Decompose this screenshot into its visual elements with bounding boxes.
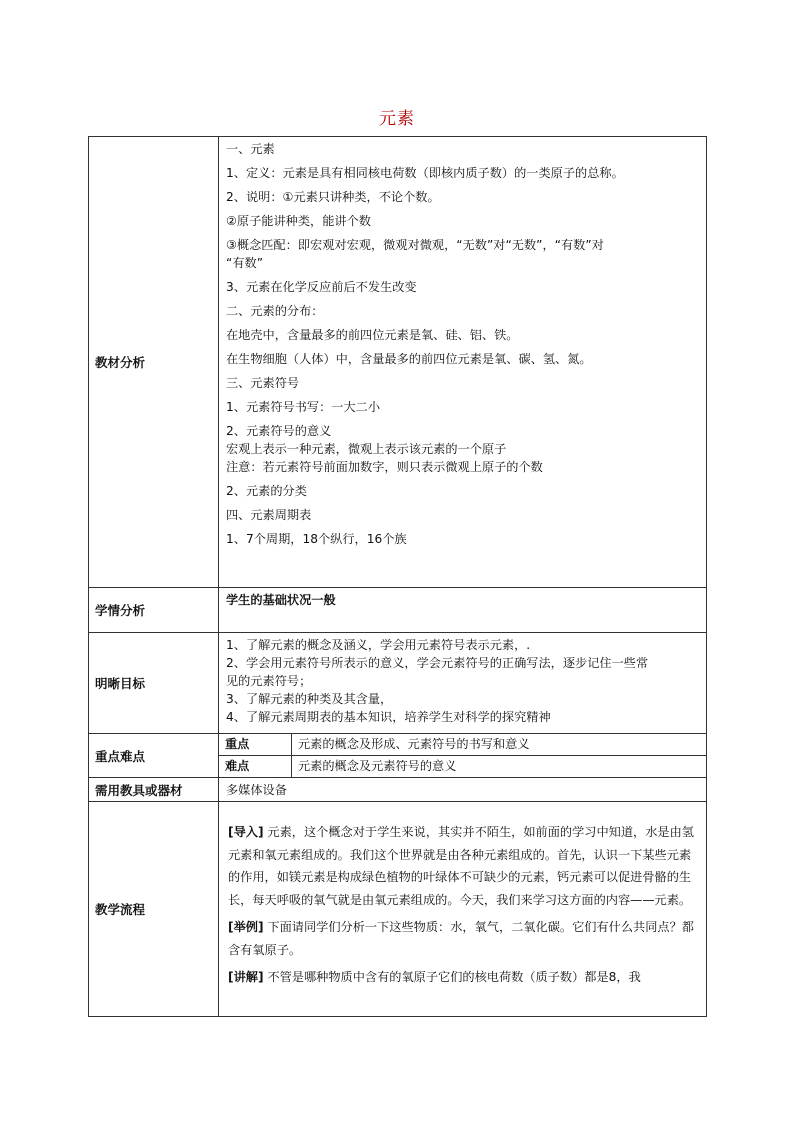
goal-line: 2、学会用元素符号所表示的意义，学会元素符号的正确写法，逐步记住一些常 (226, 656, 649, 670)
row-material (89, 137, 707, 588)
equipment-text: 多媒体设备 (226, 783, 287, 797)
material-line: ②原子能讲种类，能讲个数 (226, 214, 371, 228)
goal-line: 4、了解元素周期表的基本知识，培养学生对科学的探究精神 (226, 710, 551, 724)
material-line: 1、定义：元素是具有相同核电荷数（即核内质子数）的一类原子的总称。 (226, 166, 624, 180)
material-content (219, 137, 707, 588)
row-goals (89, 633, 707, 734)
students-content (219, 588, 707, 633)
example-paragraph (228, 916, 698, 961)
material-line: 在生物细胞（人体）中，含量最多的前四位元素是氧、碳、氢、氮。 (226, 352, 592, 366)
example-text: 下面请同学们分析一下这些物质：水，氧气，二氧化碳。它们有什么共同点？都含有氧原子。 (228, 920, 694, 957)
material-line: ③概念匹配：即宏观对宏观，微观对微观，“无数”对“无数”，“有数”对 (226, 238, 604, 252)
row-key (89, 734, 707, 778)
row-flow (89, 802, 707, 1017)
flow-content (219, 802, 707, 1017)
label-students: 学情分析 (89, 588, 219, 633)
intro-paragraph (228, 821, 698, 911)
example-tag: [举例] (228, 920, 264, 934)
material-line: 1、7个周期，18个纵行，16个族 (226, 532, 407, 546)
goals-content (219, 633, 707, 734)
lecture-text: 不管是哪种物质中含有的氧原子它们的核电荷数（质子数）都是8，我 (267, 970, 641, 984)
material-line: 在地壳中，含量最多的前四位元素是氧、硅、铝、铁。 (226, 328, 519, 342)
students-text: 学生的基础状况一般 (226, 593, 336, 607)
intro-text: 元素，这个概念对于学生来说，其实并不陌生，如前面的学习中知道，水是由氢元素和氧元素组成的。我们这个世界就是由各种元素组成的。首先，认识一下某些元素的作用，如镁元素是构成绿色植物的叶绿体不可缺少的元素，钙元素可以促进骨骼的生长，每天呼吸的氧气就是由氧元素组成的。今天，我们来学习这方面的内容——元素。 (228, 825, 694, 907)
row-equipment (89, 778, 707, 802)
label-key: 重点难点 (89, 734, 219, 778)
label-flow: 教学流程 (89, 802, 219, 1017)
equipment-content (219, 778, 707, 802)
lesson-plan-table (88, 136, 707, 1017)
material-line: 一、元素 (226, 142, 275, 156)
material-line: 二、元素的分布： (226, 304, 324, 318)
difficulty-label: 难点 (219, 756, 292, 778)
material-line: 三、元素符号 (226, 376, 300, 390)
label-goals: 明晰目标 (89, 633, 219, 734)
difficulty-text: 元素的概念及元素符号的意义 (298, 759, 457, 773)
material-line: “有数” (226, 256, 264, 270)
row-students (89, 588, 707, 633)
goal-line: 3、了解元素的种类及其含量， (226, 692, 393, 706)
lecture-paragraph (228, 966, 698, 989)
intro-tag: [导入] (228, 825, 264, 839)
material-line: 注意：若元素符号前面加数字，则只表示微观上原子的个数 (226, 460, 543, 474)
material-line: 2、元素符号的意义 (226, 424, 332, 438)
focus-label: 重点 (219, 734, 292, 756)
lecture-tag: [讲解] (228, 970, 264, 984)
goal-line: 见的元素符号； (226, 674, 312, 688)
material-line: 宏观上表示一种元素，微观上表示该元素的一个原子 (226, 442, 507, 456)
label-material: 教材分析 (89, 137, 219, 588)
goal-line: 1、了解元素的概念及涵义，学会用元素符号表示元素，. (226, 638, 531, 652)
page-title: 元素 (379, 109, 415, 129)
label-equipment: 需用教具或器材 (89, 778, 219, 802)
material-line: 3、元素在化学反应前后不发生改变 (226, 280, 417, 294)
material-line: 2、说明：①元素只讲种类，不论个数。 (226, 190, 440, 204)
material-line: 四、元素周期表 (226, 508, 312, 522)
focus-text: 元素的概念及形成、元素符号的书写和意义 (292, 734, 707, 756)
material-line: 2、元素的分类 (226, 484, 307, 498)
material-line: 1、元素符号书写：一大二小 (226, 400, 381, 414)
key-inner-table (219, 734, 706, 777)
key-content (219, 734, 707, 778)
